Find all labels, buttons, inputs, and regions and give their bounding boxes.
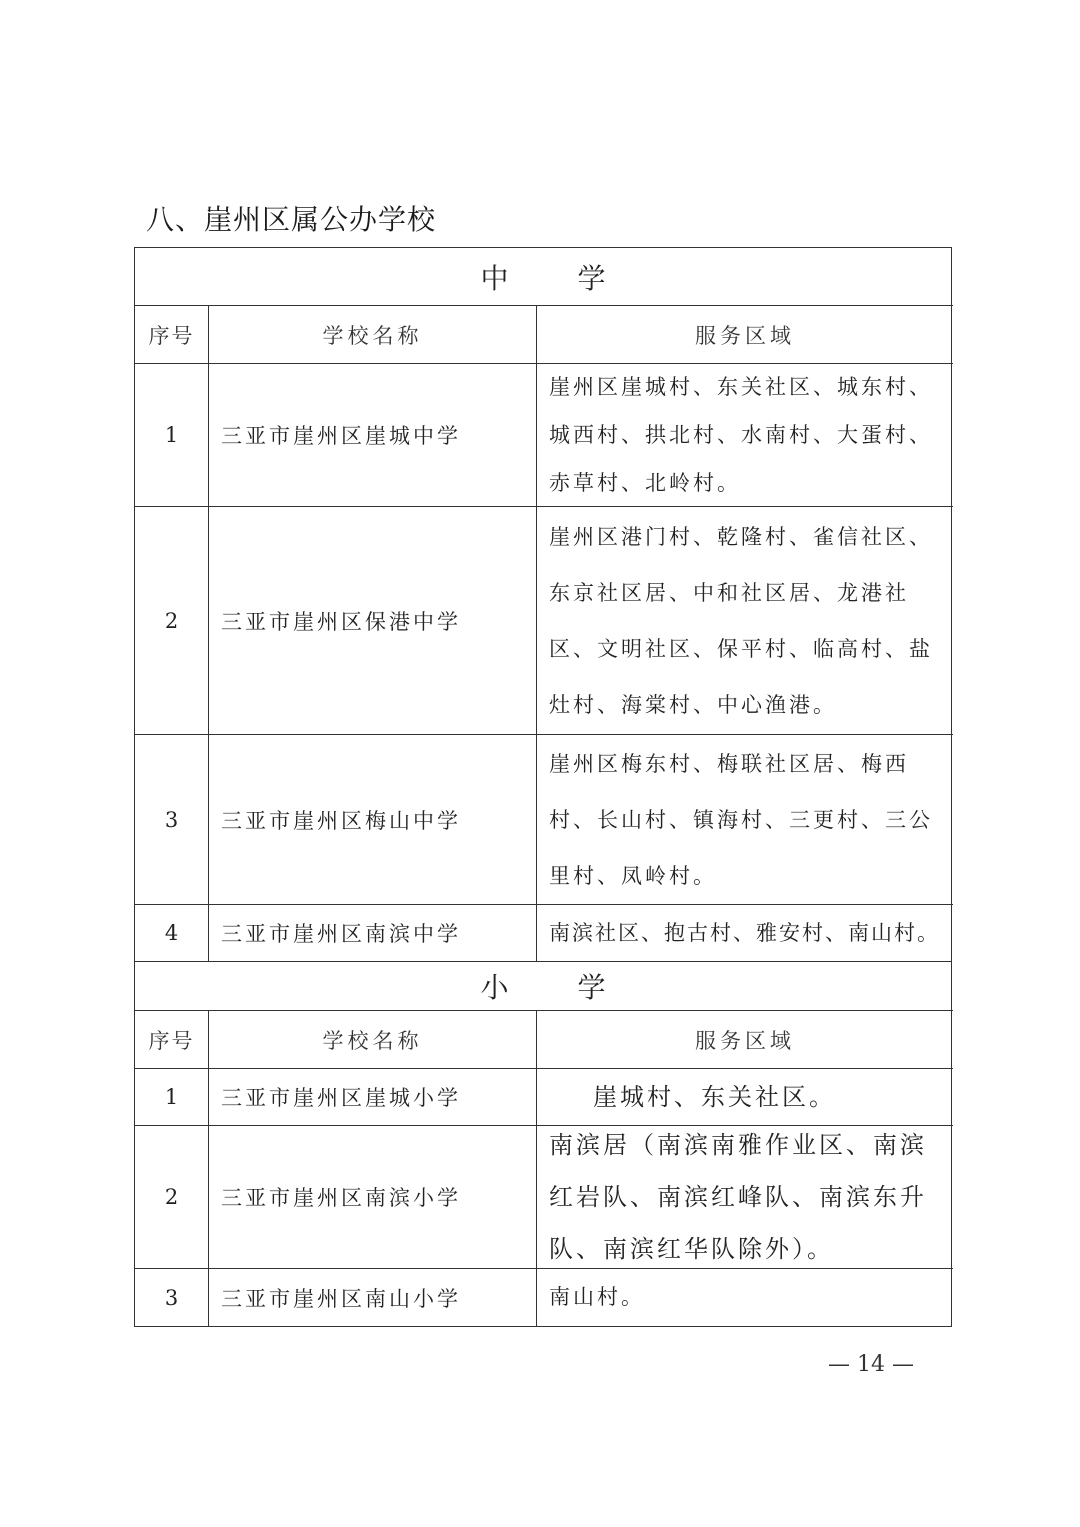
service-area xyxy=(537,1268,953,1326)
table-row-number: 1 xyxy=(135,363,209,506)
header-service-area: 服务区域 xyxy=(537,1010,953,1068)
table-row-number: 2 xyxy=(135,506,209,734)
school-name: 三亚市崖州区崖城中学 xyxy=(209,363,537,506)
table-row-number: 2 xyxy=(135,1125,209,1268)
header-number: 序号 xyxy=(135,305,209,363)
service-area xyxy=(537,363,953,506)
service-area-text: 南山村。 xyxy=(549,1285,645,1309)
service-area-text: 南滨社区、抱古村、雅安村、南山村。 xyxy=(549,920,940,945)
school-name: 三亚市崖州区南滨小学 xyxy=(209,1125,537,1268)
school-name: 三亚市崖州区梅山中学 xyxy=(209,734,537,904)
school-name: 三亚市崖州区保港中学 xyxy=(209,506,537,734)
service-area xyxy=(537,904,953,961)
service-area xyxy=(537,1125,953,1268)
school-table xyxy=(134,247,952,1327)
header-number: 序号 xyxy=(135,1010,209,1068)
service-area-text: 崖州区崖城村、东关社区、城东村、城西村、拱北村、水南村、大蛋村、赤草村、北岭村。 xyxy=(549,375,933,495)
school-name: 三亚市崖州区南山小学 xyxy=(209,1268,537,1326)
primary-school-section-title: 小 学 xyxy=(135,961,951,1010)
service-area xyxy=(537,506,953,734)
service-area xyxy=(537,734,953,904)
table-row-number: 3 xyxy=(135,1268,209,1326)
page-number: — 14 — xyxy=(828,1352,914,1377)
table-row-number: 4 xyxy=(135,904,209,961)
service-area-text: 南滨居（南滨南雅作业区、南滨红岩队、南滨红峰队、南滨东升队、南滨红华队除外）。 xyxy=(549,1131,927,1263)
section-heading: 八、崖州区属公办学校 xyxy=(146,203,437,236)
service-area xyxy=(537,1068,953,1125)
table-row-number: 1 xyxy=(135,1068,209,1125)
school-name: 三亚市崖州区崖城小学 xyxy=(209,1068,537,1125)
header-school-name: 学校名称 xyxy=(209,1010,537,1068)
header-school-name: 学校名称 xyxy=(209,305,537,363)
school-name: 三亚市崖州区南滨中学 xyxy=(209,904,537,961)
header-service-area: 服务区域 xyxy=(537,305,953,363)
middle-school-section-title: 中 学 xyxy=(480,261,636,295)
service-area-text: 崖州区梅东村、梅联社区居、梅西村、长山村、镇海村、三更村、三公里村、凤岭村。 xyxy=(549,751,933,888)
service-area-text: 崖州区港门村、乾隆村、雀信社区、东京社区居、中和社区居、龙港社区、文明社区、保平村、临高村、盐灶村、海棠村、中心渔港。 xyxy=(549,524,933,717)
service-area-text: 崖城村、东关社区。 xyxy=(593,1083,836,1111)
table-row-number: 3 xyxy=(135,734,209,904)
